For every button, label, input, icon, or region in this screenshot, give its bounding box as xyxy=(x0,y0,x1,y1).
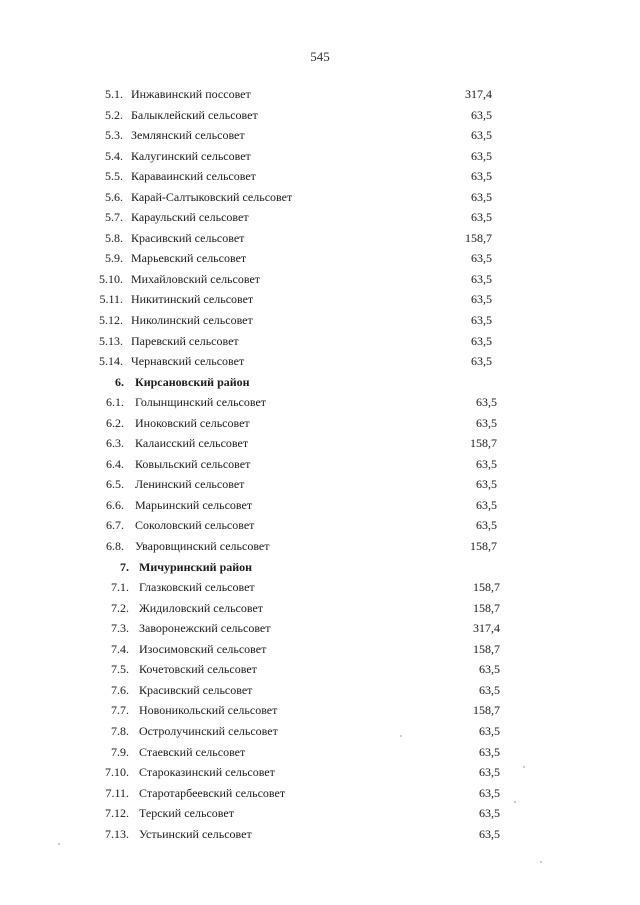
row-number: 7.13. xyxy=(105,826,129,841)
row-number: 5.7. xyxy=(105,210,123,225)
council-name: Голынщинский сельсовет xyxy=(135,395,267,410)
council-name: Марьинский сельсовет xyxy=(135,497,253,512)
row-value: 63,5 xyxy=(479,785,500,800)
table-row xyxy=(0,269,640,290)
council-name: Изосимовский сельсовет xyxy=(139,641,267,656)
row-value: 63,5 xyxy=(476,456,497,471)
row-value: 158,7 xyxy=(470,436,497,451)
row-number: 6.6. xyxy=(106,497,124,512)
council-name: Марьевский сельсовет xyxy=(131,251,247,266)
row-value: 63,5 xyxy=(476,395,497,410)
row-value: 158,7 xyxy=(473,641,500,656)
row-value: 63,5 xyxy=(471,313,492,328)
row-number: 5.4. xyxy=(105,148,123,163)
scan-speck xyxy=(523,766,525,768)
row-value: 63,5 xyxy=(471,169,492,184)
row-number: 7.6. xyxy=(111,682,129,697)
council-name: Кочетовский сельсовет xyxy=(139,662,257,677)
row-value: 63,5 xyxy=(471,128,492,143)
table-row xyxy=(0,536,640,557)
council-name: Стаевский сельсовет xyxy=(139,744,246,759)
table-row xyxy=(0,618,640,639)
scan-speck xyxy=(400,735,402,737)
row-number: 7.1. xyxy=(111,580,129,595)
table-row xyxy=(0,331,640,352)
row-value: 63,5 xyxy=(479,662,500,677)
row-value: 158,7 xyxy=(473,600,500,615)
table-row xyxy=(0,84,640,105)
council-name: Глазковский сельсовет xyxy=(139,580,255,595)
table-row xyxy=(0,248,640,269)
table-row xyxy=(0,742,640,763)
council-name: Ковыльский сельсовет xyxy=(135,456,251,471)
row-value: 63,5 xyxy=(471,354,492,369)
row-value: 63,5 xyxy=(479,723,500,738)
table-row xyxy=(0,762,640,783)
table-row xyxy=(0,454,640,475)
row-value: 63,5 xyxy=(471,107,492,122)
table-row xyxy=(0,783,640,804)
row-value: 63,5 xyxy=(471,189,492,204)
council-name: Иноковский сельсовет xyxy=(135,415,250,430)
row-number: 6.2. xyxy=(106,415,124,430)
council-name: Устьинский сельсовет xyxy=(139,826,252,841)
row-number: 5.14. xyxy=(99,354,123,369)
allocation-table xyxy=(0,84,640,844)
table-row xyxy=(0,289,640,310)
row-number: 5.3. xyxy=(105,128,123,143)
row-value: 63,5 xyxy=(471,271,492,286)
row-number: 5.11. xyxy=(99,292,123,307)
table-row xyxy=(0,351,640,372)
row-number: 7.2. xyxy=(111,600,129,615)
row-value: 158,7 xyxy=(465,230,492,245)
table-row xyxy=(0,474,640,495)
row-number: 6.5. xyxy=(106,477,124,492)
row-number: 7.9. xyxy=(111,744,129,759)
row-number: 7.7. xyxy=(111,703,129,718)
council-name: Красивский сельсовет xyxy=(131,230,245,245)
row-value: 63,5 xyxy=(476,477,497,492)
row-value: 63,5 xyxy=(476,497,497,512)
row-number: 6.8. xyxy=(106,539,124,554)
row-value: 63,5 xyxy=(479,765,500,780)
council-name: Новоникольский сельсовет xyxy=(139,703,278,718)
row-number: 6.3. xyxy=(106,436,124,451)
council-name: Староказинский сельсовет xyxy=(139,765,275,780)
row-value: 63,5 xyxy=(476,518,497,533)
row-number: 5.6. xyxy=(105,189,123,204)
council-name: Чернавский сельсовет xyxy=(131,354,245,369)
council-name: Инжавинский поссовет xyxy=(131,87,251,101)
council-name: Заворонежский сельсовет xyxy=(139,621,271,636)
council-name: Терский сельсовет xyxy=(139,806,234,821)
table-row xyxy=(0,392,640,413)
row-number: 5.12. xyxy=(99,313,123,328)
council-name: Балыклейский сельсовет xyxy=(131,107,258,122)
council-name: Караваинский сельсовет xyxy=(131,169,256,184)
table-row xyxy=(0,495,640,516)
table-row xyxy=(0,228,640,249)
row-number: 6.1. xyxy=(106,395,124,410)
table-row xyxy=(0,146,640,167)
row-value: 317,4 xyxy=(465,87,492,101)
row-value: 63,5 xyxy=(479,826,500,841)
council-name: Паревский сельсовет xyxy=(131,333,239,348)
district-name: Мичуринский район xyxy=(139,559,253,574)
row-value: 63,5 xyxy=(479,806,500,821)
row-number: 7.12. xyxy=(105,806,129,821)
row-number: 6. xyxy=(115,374,124,389)
table-row xyxy=(0,310,640,331)
table-row xyxy=(0,721,640,742)
scan-speck xyxy=(540,861,542,863)
table-row xyxy=(0,105,640,126)
table-row xyxy=(0,166,640,187)
page-number: 545 xyxy=(310,49,330,64)
council-name: Караульский сельсовет xyxy=(131,210,249,225)
row-value: 63,5 xyxy=(471,148,492,163)
council-name: Ленинский сельсовет xyxy=(135,477,245,492)
table-row xyxy=(0,639,640,660)
scan-speck xyxy=(514,801,516,803)
table-row xyxy=(0,125,640,146)
district-name: Кирсановский район xyxy=(135,374,250,389)
row-value: 158,7 xyxy=(473,580,500,595)
council-name: Остролучинский сельсовет xyxy=(139,723,278,738)
council-name: Землянский сельсовет xyxy=(131,128,245,143)
row-number: 7.10. xyxy=(105,765,129,780)
council-name: Красивский сельсовет xyxy=(139,682,253,697)
row-value: 63,5 xyxy=(471,292,492,307)
table-row xyxy=(0,824,640,845)
council-name: Старотарбеевский сельсовет xyxy=(139,785,286,800)
row-number: 7.8. xyxy=(111,723,129,738)
scan-speck xyxy=(58,843,60,845)
row-number: 5.10. xyxy=(99,271,123,286)
row-value: 158,7 xyxy=(470,539,497,554)
row-value: 158,7 xyxy=(473,703,500,718)
table-row xyxy=(0,803,640,824)
council-name: Соколовский сельсовет xyxy=(135,518,255,533)
district-header-row xyxy=(0,372,640,393)
row-number: 6.4. xyxy=(106,456,124,471)
council-name: Никитинский сельсовет xyxy=(131,292,254,307)
row-number: 5.8. xyxy=(105,230,123,245)
row-value: 63,5 xyxy=(476,415,497,430)
row-number: 5.13. xyxy=(99,333,123,348)
row-value: 63,5 xyxy=(471,251,492,266)
row-value: 63,5 xyxy=(471,210,492,225)
row-value: 317,4 xyxy=(473,621,500,636)
table-row xyxy=(0,515,640,536)
row-number: 7. xyxy=(120,559,129,574)
council-name: Михайловский сельсовет xyxy=(131,271,261,286)
row-number: 5.1. xyxy=(105,87,123,101)
table-row xyxy=(0,433,640,454)
row-number: 5.2. xyxy=(105,107,123,122)
council-name: Карай-Салтыковский сельсовет xyxy=(131,189,293,204)
row-number: 7.11. xyxy=(105,785,129,800)
row-value: 63,5 xyxy=(479,744,500,759)
council-name: Жидиловский сельсовет xyxy=(139,600,264,615)
council-name: Калугинский сельсовет xyxy=(131,148,251,163)
row-value: 63,5 xyxy=(479,682,500,697)
council-name: Калаисский сельсовет xyxy=(135,436,249,451)
row-number: 5.9. xyxy=(105,251,123,266)
table-row xyxy=(0,659,640,680)
table-row xyxy=(0,700,640,721)
table-row xyxy=(0,187,640,208)
council-name: Уваровщинский сельсовет xyxy=(135,539,270,554)
table-row xyxy=(0,577,640,598)
table-row xyxy=(0,598,640,619)
row-number: 7.5. xyxy=(111,662,129,677)
row-number: 7.3. xyxy=(111,621,129,636)
table-row xyxy=(0,680,640,701)
table-row xyxy=(0,207,640,228)
row-number: 6.7. xyxy=(106,518,124,533)
row-number: 7.4. xyxy=(111,641,129,656)
row-number: 5.5. xyxy=(105,169,123,184)
table-row xyxy=(0,413,640,434)
district-header-row xyxy=(0,557,640,578)
council-name: Николинский сельсовет xyxy=(131,313,253,328)
row-value: 63,5 xyxy=(471,333,492,348)
